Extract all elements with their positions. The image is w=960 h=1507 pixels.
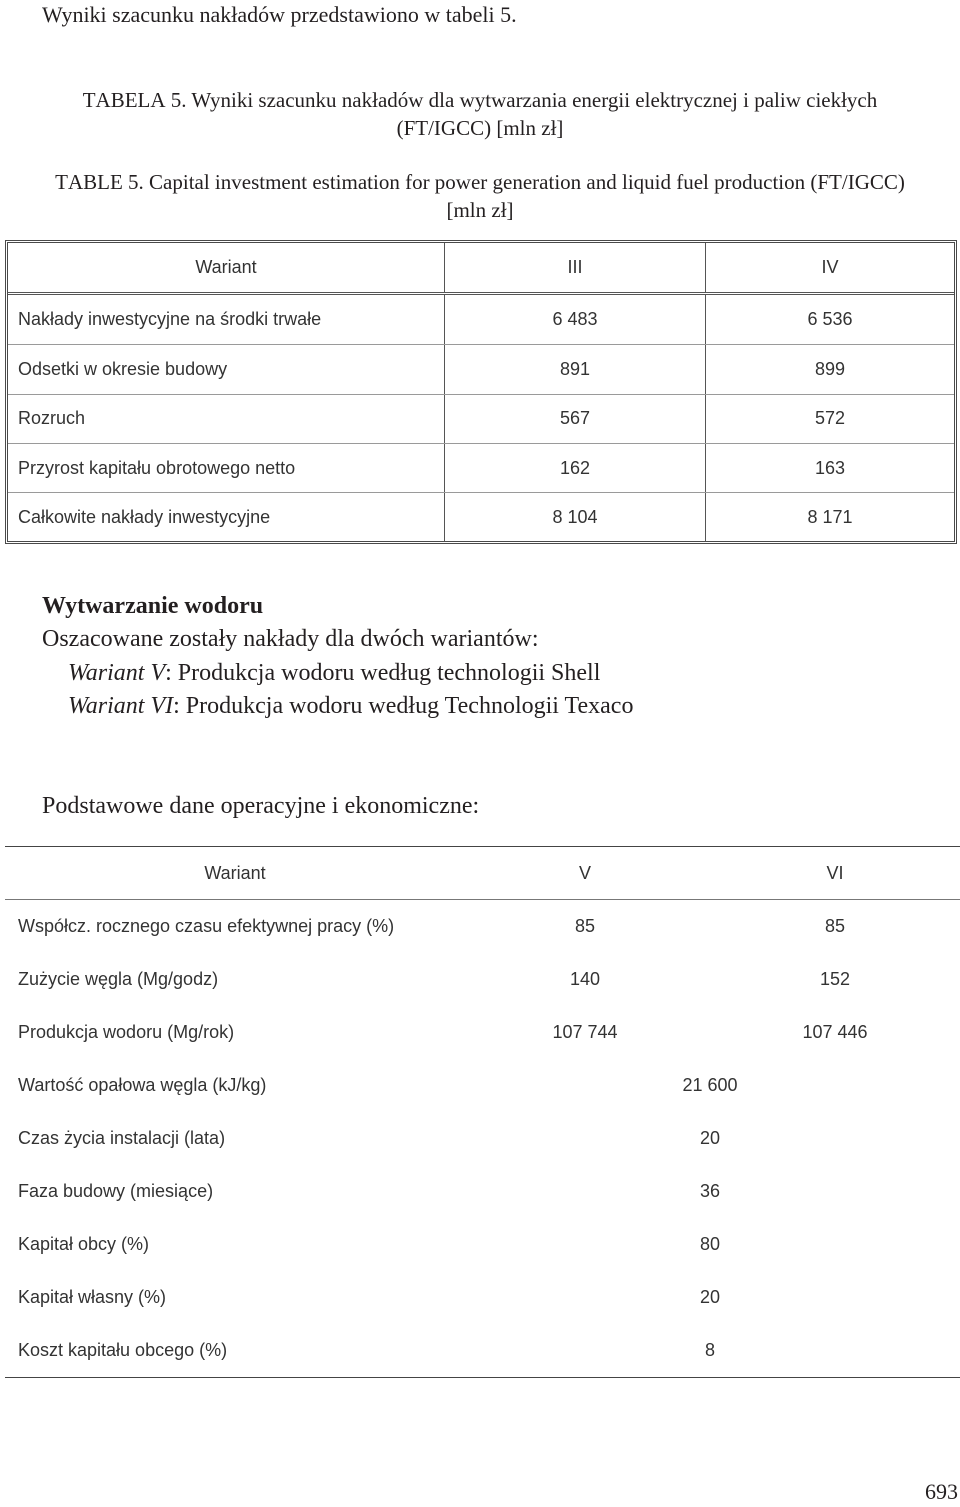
operational-table-row (5, 1112, 960, 1165)
table-5-row-label: Całkowite nakłady inwestycyjne (8, 493, 445, 541)
operational-header-cell: V (578, 863, 591, 883)
intro-sentence: Wyniki szacunku nakładów przedstawiono w tabeli 5. (42, 2, 517, 27)
table-5-cell-iii: 891 (445, 345, 706, 394)
operational-table-row (5, 900, 960, 953)
operational-cell-v: 85 (574, 916, 596, 936)
table-5-row-label: Odsetki w okresie budowy (8, 345, 445, 394)
operational-header-cell: Wariant (204, 863, 266, 883)
table-5-row (8, 444, 954, 493)
variant-name: Wariant V (68, 660, 166, 686)
operational-row-label: Czas życia instalacji (lata) (18, 1128, 226, 1148)
page-number: 693 (925, 1479, 958, 1504)
caption-pl-number: 5. (170, 88, 187, 112)
operational-table-header-row (5, 847, 960, 900)
caption-pl-label-rest: ABELA (95, 88, 166, 112)
operational-row-label: Współcz. rocznego czasu efektywnej pracy (%) (18, 916, 395, 936)
operational-cell-vi: 107 446 (802, 1022, 868, 1042)
table-5-header-cell: III (445, 243, 706, 293)
operational-row-label: Kapitał obcy (%) (18, 1234, 150, 1254)
table-5-row (8, 394, 954, 443)
operational-cell-v: 140 (569, 969, 601, 989)
operational-cell-vi: 152 (819, 969, 851, 989)
table-5-cell-iv: 8 171 (807, 506, 853, 527)
caption-en-line2: [mln zł] (446, 198, 514, 222)
table-5-row (8, 293, 954, 345)
table-5-row (8, 345, 954, 394)
operational-table-row (5, 1006, 960, 1059)
operational-table-row (5, 1271, 960, 1324)
table-caption-en (0, 168, 960, 224)
operational-table-row (5, 953, 960, 1006)
caption-en-label (55, 170, 144, 194)
table-caption-pl (0, 86, 960, 142)
table-5-header-row (8, 243, 954, 293)
table-5-row-label: Przyrost kapitału obrotowego netto (8, 444, 445, 493)
section-subheading: Oszacowane zostały nakłady dla dwóch wariantów: (42, 626, 539, 652)
table-5-cell-iii: 567 (445, 394, 706, 443)
table-5-header-cell: Wariant (8, 243, 445, 293)
variant-name: Wariant VI (68, 693, 174, 719)
caption-pl-line1: Wyniki szacunku nakładów dla wytwarzania energii elektrycznej i paliw ciekłych (191, 88, 878, 112)
operational-table-row (5, 1218, 960, 1271)
variant-line (68, 690, 633, 722)
table-5-cell-iv: 6 536 (706, 293, 955, 345)
operational-row-label: Zużycie węgla (Mg/godz) (18, 969, 219, 989)
caption-en-label-rest: ABLE (67, 170, 123, 194)
operational-cell-shared: 80 (699, 1234, 721, 1254)
caption-pl-label (83, 88, 187, 112)
caption-en-line1: Capital investment estimation for power generation and liquid fuel production (FT/IGCC) (149, 170, 905, 194)
operational-row-label: Kapitał własny (%) (18, 1287, 167, 1307)
table-5-cell-iv: 899 (706, 345, 955, 394)
operational-table-row (5, 1324, 960, 1377)
operational-row-label: Faza budowy (miesiące) (18, 1181, 214, 1201)
operational-data-table (5, 846, 960, 1378)
caption-en-number: 5. (128, 170, 144, 194)
operational-cell-shared: 21 600 (682, 1075, 738, 1095)
table-5-header-cell: IV (706, 243, 955, 293)
operational-cell-v: 107 744 (552, 1022, 618, 1042)
operational-table-row (5, 1059, 960, 1112)
table-5-cell-iv: 163 (706, 444, 955, 493)
variant-text: : Produkcja wodoru według technologii Shell (165, 660, 601, 686)
operational-table-row (5, 1165, 960, 1218)
operational-cell-shared: 20 (699, 1128, 721, 1148)
operational-data-title: Podstawowe dane operacyjne i ekonomiczne: (42, 793, 480, 819)
table-5-row-label: Nakłady inwestycyjne na środki trwałe (8, 293, 445, 345)
caption-pl-label-first: T (82, 88, 96, 112)
operational-cell-shared: 36 (699, 1181, 721, 1201)
caption-en-label-first: T (55, 170, 68, 194)
caption-pl-line2: (FT/IGCC) [mln zł] (396, 116, 564, 140)
operational-row-label: Wartość opałowa węgla (kJ/kg) (18, 1075, 267, 1095)
table-5-cell-iv: 572 (706, 394, 955, 443)
operational-row-label: Koszt kapitału obcego (%) (18, 1340, 228, 1360)
table-5-cell-iii: 162 (445, 444, 706, 493)
variant-text: : Produkcja wodoru według Technologii Texaco (173, 693, 634, 719)
operational-cell-shared: 20 (699, 1287, 721, 1307)
operational-cell-vi: 85 (824, 916, 846, 936)
table-5-cell-iii: 6 483 (445, 293, 706, 345)
table-5-cell-iii: 8 104 (445, 493, 706, 541)
operational-row-label: Produkcja wodoru (Mg/rok) (18, 1022, 235, 1042)
table-5-row-label: Rozruch (8, 394, 445, 443)
section-heading: Wytwarzanie wodoru (42, 593, 264, 619)
variant-line (68, 657, 600, 689)
operational-header-cell: VI (826, 863, 844, 883)
table-5 (5, 240, 957, 544)
table-5-row (8, 493, 954, 541)
operational-cell-shared: 8 (704, 1340, 715, 1360)
